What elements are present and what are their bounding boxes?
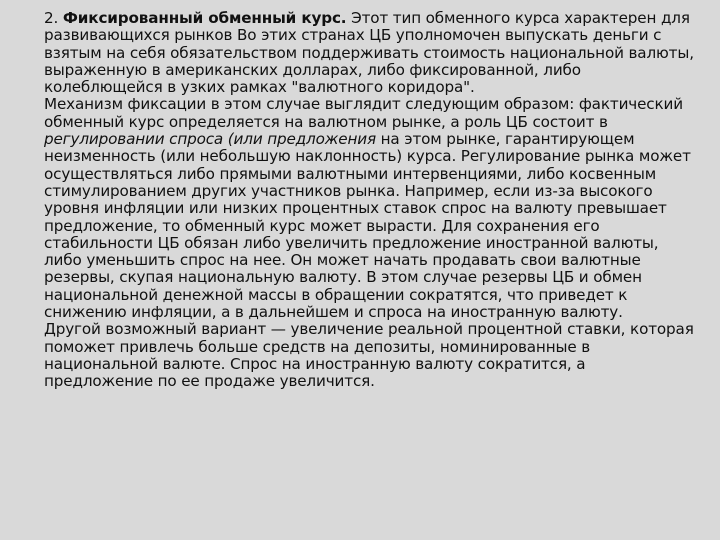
paragraph-fixed-rate (44, 10, 694, 96)
paragraph-number: 2. (44, 9, 59, 27)
section-heading: Фиксированный обменный курс. (62, 9, 347, 27)
italic-phrase: регулировании спроса (или предложения (44, 130, 376, 149)
paragraph-mechanism (44, 96, 694, 321)
paragraph-text-start: Механизм фиксации в этом случае выглядит следующим образом: фактический обменный курс определяется на валютном рынке, а роль ЦБ состоит в (44, 95, 683, 131)
paragraph-alternative (44, 321, 694, 390)
paragraph-body: Этот тип обменного курса характерен для развивающихся рынков Во этих странах ЦБ уполномочен выпускать деньги с взятым на себя обязательством поддерживать стоимость национальной валюты, выраженную в американских долларах, либо фиксированной, либо колеблющейся в узких рамках "валютного коридора". (44, 9, 694, 97)
paragraph-body: Другой возможный вариант — увеличение реальной процентной ставки, которая поможет привлечь больше средств на депозиты, номинированные в национальной валюте. Спрос на иностранную валюту сократится, а предложение по ее продаже увеличится. (44, 320, 694, 391)
paragraph-text-end: на этом рынке, гарантирующем неизменность (или небольшую наклонность) курса. Регулирование рынка может осуществляться либо прямыми валютными интервенциями, либо косвенным стимулированием других участников рынка. Например, если из-за высокого уровня инфляции или низких процентных ставок спрос на валюту превышает предложение, то обменный курс может вырасти. Для сохранения его стабильности ЦБ обязан либо увеличить предложение иностранной валюты, либо уменьшить спрос на нее. Он может начать продавать свои валютные резервы, скупая национальную валюту. В этом случае резервы ЦБ и обмен национальной денежной массы в обращении сократятся, что приведет к снижению инфляции, а в дальнейшем и спроса на иностранную валюту. (44, 130, 691, 322)
text-block (44, 10, 694, 391)
